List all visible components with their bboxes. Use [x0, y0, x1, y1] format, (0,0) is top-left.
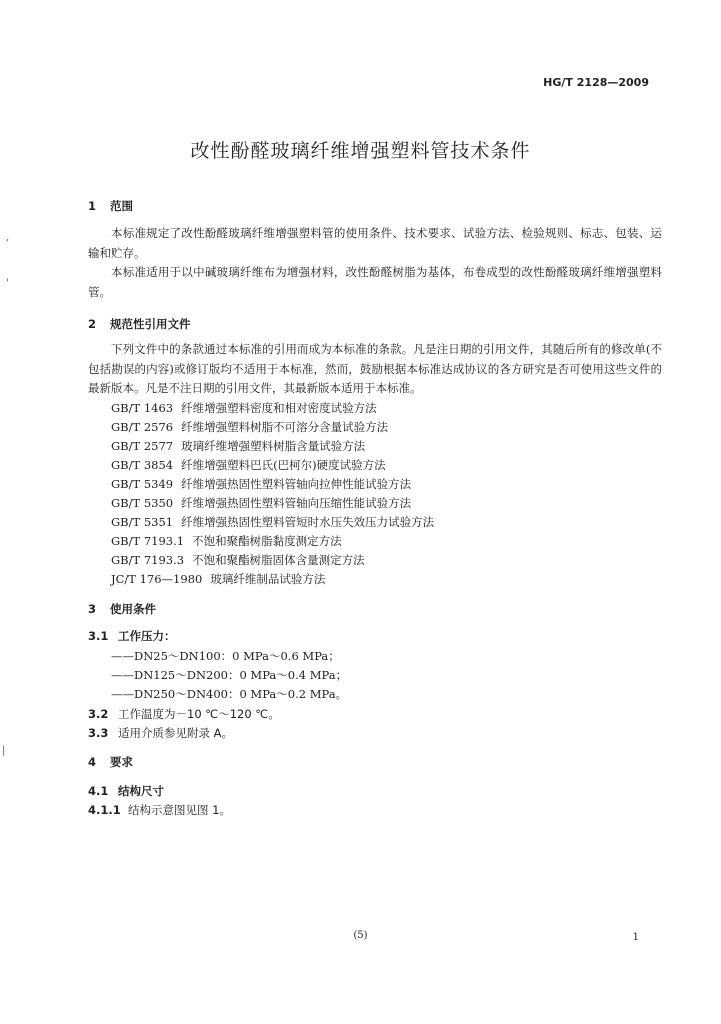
section-number: 3 — [88, 602, 97, 616]
reference-code: GB/T 5349 — [111, 477, 174, 491]
section-3-heading — [88, 601, 156, 617]
pressure-range-item: ——DN250～DN400：0 MPa～0.2 MPa。 — [111, 687, 348, 701]
clause-text: 工作压力： — [118, 629, 176, 643]
clause-text: 结构尺寸 — [118, 784, 164, 798]
scope-paragraph-2: 本标准适用于以中碱玻璃纤维布为增强材料，改性酚醛树脂为基体，布卷成型的改性酚醛玻璃纤维增强塑料管。 — [88, 265, 662, 299]
section-number: 1 — [88, 199, 97, 213]
margin-mark: ' — [6, 278, 9, 289]
clause-4-1 — [88, 783, 164, 799]
section-number: 2 — [88, 317, 97, 331]
reference-item — [111, 514, 434, 530]
clause-3-2 — [88, 706, 280, 722]
clause-3-3 — [88, 725, 233, 741]
margin-mark: , — [6, 232, 10, 243]
clause-text: 工作温度为－10 ℃～120 ℃。 — [118, 707, 280, 721]
reference-title: 纤维增强热固性塑料管轴向拉伸性能试验方法 — [181, 477, 412, 491]
reference-title: 不饱和聚酯树脂固体含量测定方法 — [192, 553, 365, 567]
section-title: 规范性引用文件 — [110, 317, 191, 331]
document-title: 改性酚醛玻璃纤维增强塑料管技术条件 — [190, 140, 531, 162]
clause-text: 结构示意图见图 1。 — [128, 803, 231, 817]
reference-item — [111, 571, 325, 587]
clause-text: 适用介质参见附录 A。 — [118, 726, 234, 740]
margin-mark: | — [2, 745, 6, 756]
clause-number: 4.1.1 — [88, 803, 121, 817]
section-4-heading — [88, 754, 133, 770]
reference-title: 纤维增强塑料树脂不可溶分含量试验方法 — [181, 420, 389, 434]
standard-number: HG/T 2128—2009 — [543, 76, 649, 89]
reference-code: JC/T 176—1980 — [111, 572, 203, 586]
clause-number: 4.1 — [88, 784, 109, 798]
reference-title: 玻璃纤维增强塑料树脂含量试验方法 — [181, 439, 366, 453]
pressure-range-item: ——DN125～DN200：0 MPa～0.4 MPa； — [111, 668, 348, 682]
section-title: 使用条件 — [110, 602, 156, 616]
reference-title: 不饱和聚酯树脂黏度测定方法 — [192, 534, 342, 548]
reference-code: GB/T 2576 — [111, 420, 174, 434]
reference-item — [111, 438, 365, 454]
reference-title: 纤维增强热固性塑料管短时水压失效压力试验方法 — [181, 515, 435, 529]
clause-number: 3.3 — [88, 726, 109, 740]
reference-item — [111, 533, 342, 549]
corner-number: 1 — [632, 932, 639, 943]
reference-code: GB/T 3854 — [111, 458, 174, 472]
reference-item — [111, 400, 377, 416]
reference-code: GB/T 1463 — [111, 401, 174, 415]
references-intro: 下列文件中的条款通过本标准的引用而成为本标准的条款。凡是注日期的引用文件，其随后所有的修改单(不包括勘误的内容)或修订版均不适用于本标准，然而，鼓励根据本标准达成协议的各方研究是否可使用这些文件的最新版本。凡是不注日期的引用文件，其最新版本适用于本标准。 — [88, 342, 662, 395]
clause-number: 3.1 — [88, 629, 109, 643]
scope-paragraph-1: 本标准规定了改性酚醛玻璃纤维增强塑料管的使用条件、技术要求、试验方法、检验规则、标志、包装、运输和贮存。 — [88, 226, 662, 260]
reference-item — [111, 495, 411, 511]
reference-code: GB/T 5351 — [111, 515, 174, 529]
reference-code: GB/T 7193.3 — [111, 553, 185, 567]
clause-number: 3.2 — [88, 707, 109, 721]
section-title: 要求 — [110, 755, 133, 769]
clause-4-1-1 — [88, 802, 231, 818]
section-1-heading — [88, 198, 133, 214]
reference-title: 纤维增强塑料密度和相对密度试验方法 — [181, 401, 377, 415]
reference-code: GB/T 5350 — [111, 496, 174, 510]
pressure-range-item: ——DN25～DN100：0 MPa～0.6 MPa； — [111, 649, 340, 663]
section-title: 范围 — [110, 199, 133, 213]
reference-item — [111, 457, 386, 473]
reference-item — [111, 552, 365, 568]
reference-code: GB/T 7193.1 — [111, 534, 185, 548]
reference-item — [111, 476, 411, 492]
reference-code: GB/T 2577 — [111, 439, 174, 453]
page-number: (5) — [353, 930, 368, 941]
reference-title: 玻璃纤维制品试验方法 — [210, 572, 326, 586]
reference-title: 纤维增强塑料巴氏(巴柯尔)硬度试验方法 — [181, 458, 386, 472]
section-2-heading — [88, 316, 191, 332]
clause-3-1 — [88, 628, 176, 644]
reference-item — [111, 419, 388, 435]
reference-title: 纤维增强热固性塑料管轴向压缩性能试验方法 — [181, 496, 412, 510]
section-number: 4 — [88, 755, 97, 769]
